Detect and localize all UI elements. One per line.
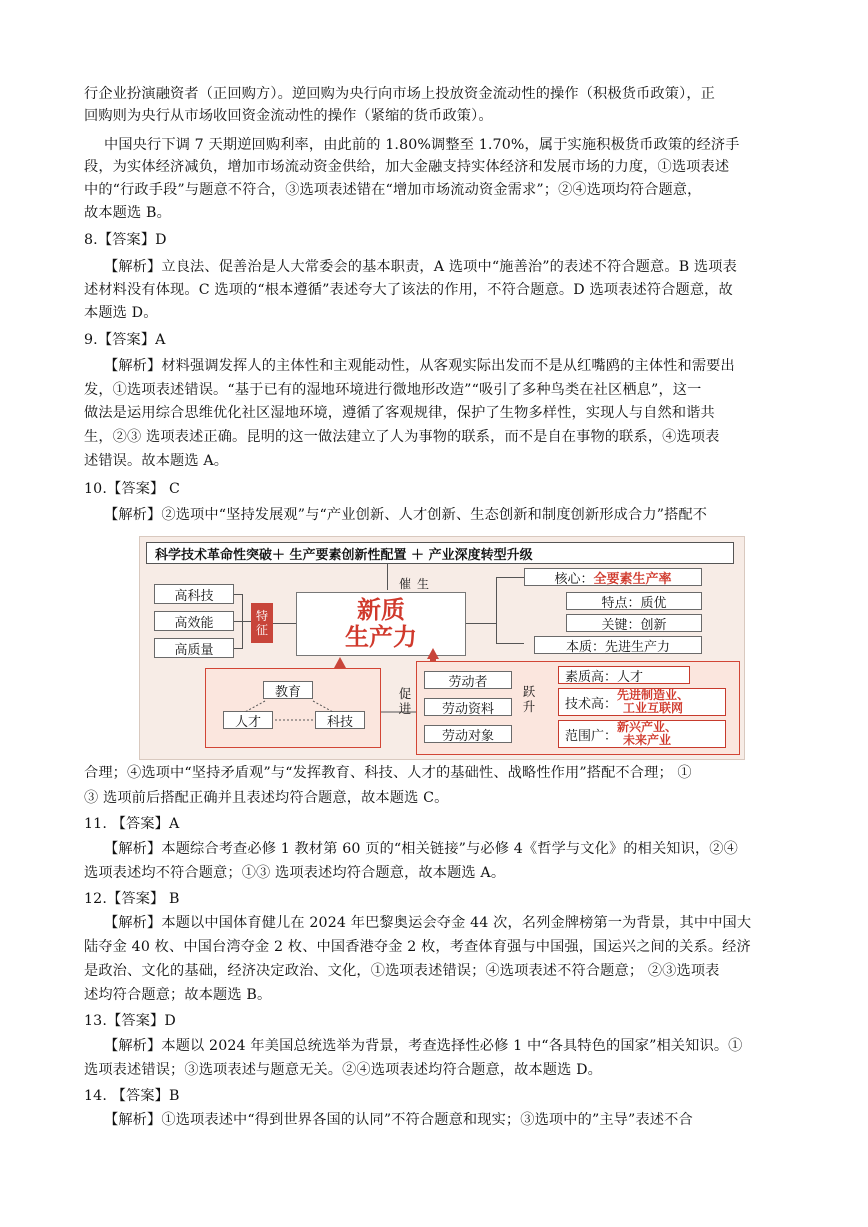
text-line: 【解析】本题以 2024 年美国总统选举为背景，考查选择性必修 1 中“各具特色的国家”相关知识。①	[104, 1038, 743, 1054]
answer-12: 12.【答案】 B	[84, 891, 180, 907]
cujin-label: 促进	[398, 686, 412, 716]
text-line: 述错误。故本题选 A。	[84, 453, 229, 469]
feature-item: 高质量	[154, 638, 234, 658]
result-key: 素质高：	[565, 669, 618, 685]
text-line: ③ 选项前后搭配正确并且表述均符合题意，故本题选 C。	[84, 790, 449, 806]
text-line: 陆夺金 40 枚、中国台湾夺金 2 枚、中国香港夺金 2 枚，考查体育强与中国强，国运兴之间的关系。经济	[84, 939, 751, 955]
text-line: 中国央行下调 7 天期逆回购利率，由此前的 1.80%调整至 1.70%，属于实施积极货币政策的经济手	[104, 137, 740, 153]
text-line: 【解析】本题综合考查必修 1 教材第 60 页的“相关链接”与必修 4《哲学与文化》的相关知识，②④	[104, 841, 738, 857]
text-line: 段，为实体经济减负，增加市场流动资金供给，加大金融支持实体经济和发展市场的力度，①选项表述	[84, 159, 730, 175]
text-line: 选项表述错误；③选项表述与题意无关。②④选项表述均符合题意，故本题选 D。	[84, 1062, 602, 1078]
right-item-value: 先进生产力	[605, 639, 671, 655]
text-line: 做法是运用综合思维优化社区湿地环境，遵循了客观规律，保护了生物多样性，实现人与自然和谐共	[84, 405, 715, 421]
text-line: 故本题选 B。	[84, 205, 171, 221]
result-value: 人才	[617, 669, 644, 685]
right-item-value: 全要素生产率	[593, 571, 672, 587]
result-item	[558, 666, 690, 684]
text-line: 是政治、文化的基础，经济决定政治、文化，①选项表述错误；④选项表述不符合题意； ②③选项表	[84, 963, 720, 979]
triangle-talent: 人才	[223, 711, 273, 729]
text-line: 行企业扮演融资者（正回购方）。逆回购为央行向市场上投放资金流动性的操作（积极货币政策），正	[84, 86, 715, 102]
result-key: 技术高：	[565, 696, 618, 712]
text-line: 合理；④选项中“坚持矛盾观”与“发挥教育、科技、人才的基础性、战略性作用”搭配不合理； ①	[84, 765, 692, 781]
factor-item: 劳动者	[424, 671, 512, 689]
text-line: 本题选 D。	[84, 305, 158, 321]
answer-10: 10.【答案】 C	[84, 481, 181, 497]
diagram-top-banner: 科学技术革命性突破＋ 生产要素创新性配置 ＋ 产业深度转型升级	[146, 542, 734, 564]
result-value: 先进制造业、 工业互联网	[617, 688, 690, 715]
yuesheng-label: 跃升	[522, 684, 536, 714]
feature-item: 高科技	[154, 584, 234, 604]
factor-item: 劳动对象	[424, 725, 512, 743]
text-line: 述材料没有体现。C 选项的“根本遵循”表述夸大了该法的作用，不符合题意。D 选项表述符合题意，故	[84, 282, 733, 298]
features-tag: 特征	[251, 603, 273, 643]
answer-11: 11. 【答案】A	[84, 816, 180, 832]
cuisheng-label: 催生	[399, 577, 436, 591]
text-line: 【解析】①选项表述中“得到世界各国的认同”不符合题意和现实；③选项中的”主导”表述不合	[104, 1112, 693, 1128]
text-line: 生，②③ 选项表述正确。昆明的这一做法建立了人为事物的联系，而不是自在事物的联系，④选项表	[84, 429, 720, 445]
result-item	[558, 688, 726, 716]
text-line: 【解析】②选项中“坚持发展观”与“产业创新、人才创新、生态创新和制度创新形成合力”搭配不	[104, 507, 708, 523]
text-line: 【解析】材料强调发挥人的主体性和主观能动性，从客观实际出发而不是从红嘴鸥的主体性和需要出	[104, 358, 735, 374]
text-line: 【解析】立良法、促善治是人大常委会的基本职责，A 选项中“施善治”的表述不符合题意。B 选项表	[104, 259, 737, 275]
text-line: 述均符合题意；故本题选 B。	[84, 987, 272, 1003]
right-item-key: 核心：	[554, 571, 594, 587]
right-item-key: 本质：	[565, 639, 605, 655]
core-title-line2: 生产力	[345, 623, 417, 651]
text-line: 选项表述均不符合题意；①③ 选项表述均符合题意，故本题选 A。	[84, 865, 506, 881]
result-value: 新兴产业、 未来产业	[617, 720, 678, 747]
result-item	[558, 720, 726, 748]
triangle-education: 教育	[263, 681, 313, 699]
new-productivity-diagram	[139, 536, 745, 760]
answer-8: 8.【答案】D	[84, 232, 167, 248]
result-key: 范围广：	[565, 728, 618, 744]
text-line: 回购则为央行从市场收回资金流动性的操作（紧缩的货币政策）。	[84, 108, 493, 124]
feature-item: 高效能	[154, 611, 234, 631]
right-item-key: 特点：	[601, 595, 641, 611]
text-line: 发，①选项表述错误。“基于已有的湿地环境进行微地形改造”“吸引了多种鸟类在社区栖息”，这一	[84, 382, 702, 398]
text-line: 【解析】本题以中国体育健儿在 2024 年巴黎奥运会夺金 44 次，名列金牌榜第一为背景，其中中国大	[104, 915, 752, 931]
right-item-key: 关键：	[601, 617, 641, 633]
answer-13: 13.【答案】D	[84, 1013, 176, 1029]
text-line: 中的“行政手段”与题意不符合，③选项表述错在“增加市场流动资金需求”；②④选项均符合题意，	[84, 182, 702, 198]
right-item-value: 创新	[640, 617, 667, 633]
factor-item: 劳动资料	[424, 698, 512, 716]
core-title-line1: 新质	[357, 596, 405, 624]
right-item-value: 质优	[640, 595, 667, 611]
answer-9: 9.【答案】A	[84, 332, 166, 348]
answer-14: 14. 【答案】B	[84, 1088, 180, 1104]
triangle-tech: 科技	[315, 711, 365, 729]
